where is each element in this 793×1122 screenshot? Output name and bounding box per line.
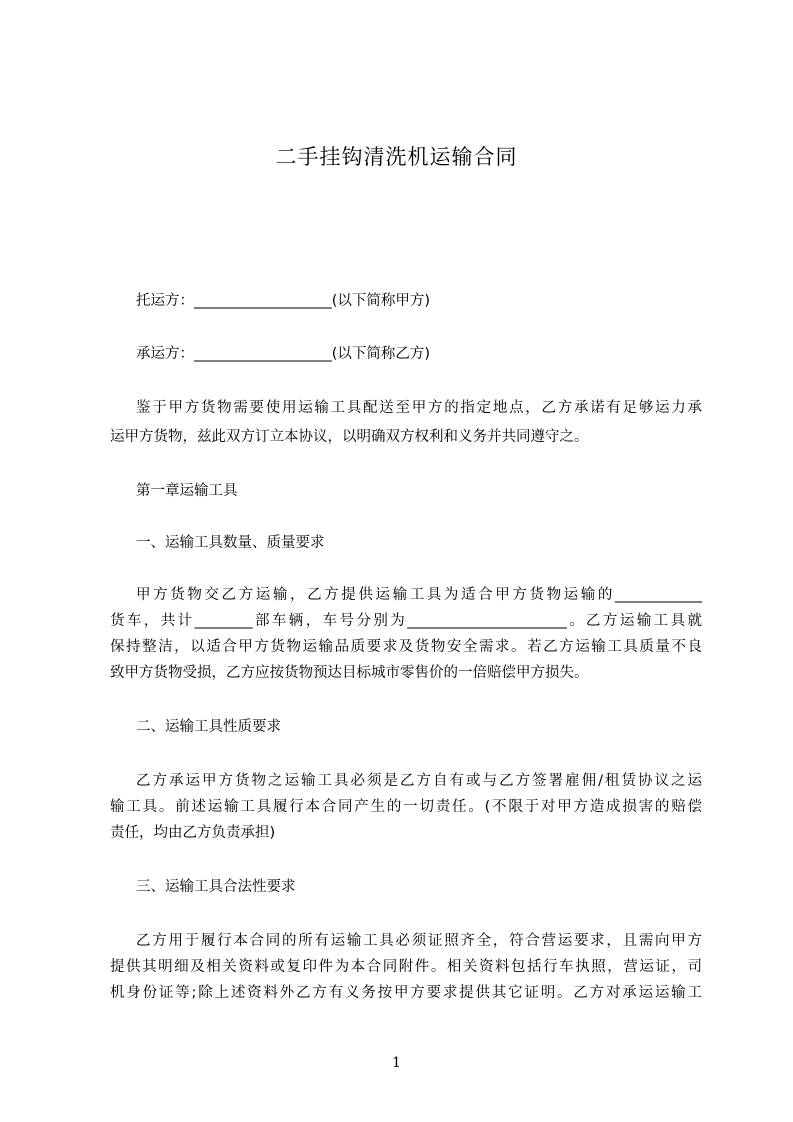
section-heading: 一、运输工具数量、质量要求 bbox=[136, 535, 325, 551]
body-line: 乙方用于履行本合同的所有运输工具必须证照齐全，符合营运要求，且需向甲方 bbox=[136, 933, 702, 949]
party-b-line: 承运方：___________________(以下简称乙方) bbox=[136, 346, 431, 362]
body-line: 甲方货物交乙方运输，乙方提供运输工具为适合甲方货物运输的____________ bbox=[136, 587, 702, 603]
page-number: 1 bbox=[392, 1055, 401, 1071]
body-line: 提供其明细及相关资料或复印件为本合同附件。相关资料包括行车执照，营运证，司 bbox=[110, 959, 702, 975]
section-heading: 二、运输工具性质要求 bbox=[136, 719, 281, 735]
body-line: 致甲方货物受损，乙方应按货物预达目标城市零售价的一倍赔偿甲方损失。 bbox=[110, 665, 589, 681]
body-line: 货车，共计________部车辆，车号分别为______________________。乙方运输工具就 bbox=[110, 613, 702, 629]
chapter-heading: 第一章运输工具 bbox=[136, 483, 238, 499]
document-title: 二手挂钩清洗机运输合同 bbox=[275, 145, 518, 169]
body-line: 机身份证等;除上述资料外乙方有义务按甲方要求提供其它证明。乙方对承运运输工 bbox=[110, 985, 702, 1001]
body-line: 责任，均由乙方负责承担) bbox=[110, 825, 276, 841]
body-line: 乙方承运甲方货物之运输工具必须是乙方自有或与乙方签署雇佣/租赁协议之运 bbox=[136, 773, 702, 789]
body-line: 输工具。前述运输工具履行本合同产生的一切责任。(不限于对甲方造成损害的赔偿 bbox=[110, 799, 702, 815]
section-heading: 三、运输工具合法性要求 bbox=[136, 879, 296, 895]
intro-line: 鉴于甲方货物需要使用运输工具配送至甲方的指定地点，乙方承诺有足够运力承 bbox=[136, 400, 702, 416]
party-a-line: 托运方：___________________(以下简称甲方) bbox=[136, 293, 431, 309]
body-line: 保持整洁，以适合甲方货物运输品质要求及货物安全需求。若乙方运输工具质量不良 bbox=[110, 639, 702, 655]
intro-line: 运甲方货物，兹此双方订立本协议，以明确双方权利和义务并共同遵守之。 bbox=[110, 429, 589, 445]
